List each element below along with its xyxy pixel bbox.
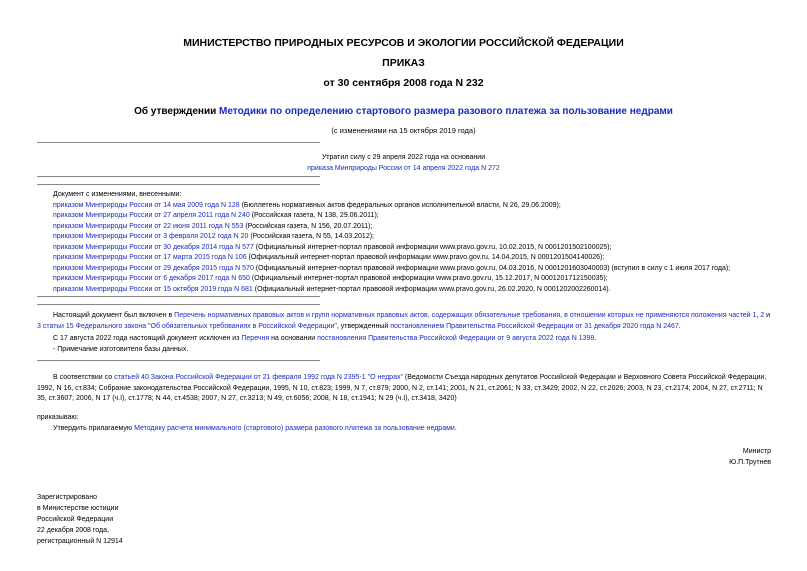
history-item-text: (Российская газета, N 138, 29.06.2011);	[249, 212, 379, 219]
history-item	[53, 201, 773, 212]
signature-block	[729, 446, 771, 468]
divider	[37, 304, 320, 305]
amendments-note: (с изменениями на 15 октября 2019 года)	[331, 126, 476, 135]
subsoil-law-link[interactable]: статьей 40 Закона Российской Федерации от 21 февраля 1992 года N 2395-1 "О недрах"	[114, 374, 403, 381]
signer-name: Ю.П.Трутнев	[729, 459, 771, 466]
db-maker-note: - Примечание изготовителя базы данных.	[53, 346, 189, 353]
methodology-link[interactable]: Методику расчета минимального (стартового) размера разового платежа за пользование недрами	[134, 425, 455, 432]
ministry-name: МИНИСТЕРСТВО ПРИРОДНЫХ РЕСУРСОВ И ЭКОЛОГИИ РОССИЙСКОЙ ФЕДЕРАЦИИ	[183, 37, 624, 49]
registration-line: в Министерстве юстиции	[37, 505, 119, 512]
note-text: , утвержденный	[336, 322, 391, 330]
registration-block	[37, 492, 123, 547]
history-item	[53, 243, 773, 254]
history-item-link[interactable]: приказом Минприроды России от 22 июня 2011 года N 553	[53, 222, 244, 230]
history-item-link[interactable]: приказом Минприроды России от 15 октября 2019 года N 681	[53, 285, 253, 293]
history-item-text: (Российская газета, N 55, 14.03.2012);	[248, 233, 374, 240]
note-text: С 17 августа 2022 года настоящий документ исключен из	[53, 335, 242, 342]
history-item-text: (Бюллетень нормативных актов федеральных органов исполнительной власти, N 26, 29.06.2009);	[239, 201, 561, 209]
registration-line: 22 декабря 2008 года,	[37, 527, 109, 534]
registration-line: Зарегистрировано	[37, 494, 97, 501]
federal-law-link[interactable]: 3 статьи 15 Федерального закона "Об обязательных требованиях в Российской Федерации"	[37, 322, 337, 330]
history-item-text: (Официальный интернет-портал правовой информации www.pravo.gov.ru, 10.02.2015, N 0001201502100025);	[253, 243, 612, 251]
history-item-link[interactable]: приказом Минприроды России от 3 февраля 2012 года N 20	[53, 233, 249, 240]
body-text: Утвердить прилагаемую	[53, 425, 135, 432]
obligatory-list-link[interactable]: Перечень нормативных правовых актов и групп нормативных правовых актов, содержащих обязательные требования, в отношении которых не применяются положения частей 1	[174, 312, 757, 319]
history-item	[53, 222, 773, 233]
body-text: (Ведомости Съезда народных депутатов Российской Федерации и Верховного Совета Российской Федерации, 1992, N 16, ст.834; Собрание законодательства Российской Федерации, 1995, N 10, ст.823; 1999, N 7, ст.879; 2000, N 2, ст.141; 2001, N 21, ст.2061; N 33, ст.3429; 2002, N 22, ст.2026; 2003, N 23, ст.2174; 2004, N 27, ст.2711; N 35, ст.3607; 2006, N 17 (ч.I), ст.1778; N 44, ст.4538; 2007, N 27, ст.3213; N 49, ст.6056; 2008, N 18, ст.1941; N 29 (ч.I), ст.3418, 3420)	[37, 374, 767, 402]
registration-line: регистрационный N 12914	[37, 538, 123, 545]
repeal-link-line	[0, 164, 807, 175]
divider	[37, 296, 320, 297]
history-item	[53, 285, 773, 296]
history-item-text: (Российская газета, N 156, 20.07.2011);	[243, 222, 373, 230]
history-item-text: (Официальный интернет-портал правовой информации www.pravo.gov.ru, 04.03.2016, N 0001201603040003) (вступил в силу с 1 июля 2017 года);	[253, 264, 731, 272]
part-2-link[interactable]: 2	[760, 312, 765, 319]
divider	[37, 360, 320, 361]
history-item-link[interactable]: приказом Минприроды России от 14 мая 2009 года N 128	[53, 201, 240, 209]
note-text: Настоящий документ был включен в	[53, 312, 175, 319]
history-item-text: (Официальный интернет-портал правовой информации www.pravo.gov.ru, 14.04.2015, N 0001201504140026);	[246, 254, 605, 261]
history-item	[53, 253, 773, 264]
history-item	[53, 232, 773, 243]
doc-type: ПРИКАЗ	[382, 57, 425, 69]
divider	[37, 176, 320, 177]
history-item-link[interactable]: приказом Минприроды России от 30 декабря 2014 года N 577	[53, 243, 254, 251]
history-item-text: (Официальный интернет-портал правовой информации www.pravo.gov.ru, 26.02.2020, N 0001202002260014).	[252, 285, 611, 293]
history-item	[53, 264, 773, 275]
change-history	[53, 190, 773, 295]
doc-title-prefix: Об утверждении	[134, 106, 220, 117]
registration-line: Российской Федерации	[37, 516, 114, 523]
divider	[37, 142, 320, 143]
history-item-link[interactable]: приказом Минприроды России от 17 марта 2015 года N 106	[53, 254, 247, 261]
approve-paragraph	[37, 424, 772, 435]
signer-role: Министр	[742, 448, 771, 455]
history-item	[53, 211, 773, 222]
body-text: .	[454, 425, 457, 432]
note-text: .	[678, 322, 681, 330]
doc-title	[0, 106, 807, 117]
history-item-link[interactable]: приказом Минприроды России от 27 апреля 2011 года N 240	[53, 212, 250, 219]
legal-basis-paragraph	[37, 373, 772, 405]
exclusion-note	[37, 311, 772, 332]
divider	[37, 184, 320, 185]
note-text: ,	[756, 312, 761, 319]
history-heading: Документ с изменениями, внесенными:	[53, 191, 182, 198]
repeal-line: Утратил силу с 29 апреля 2022 года на основании	[321, 154, 486, 161]
note-text: на основании	[269, 335, 318, 342]
history-item-text: (Официальный интернет-портал правовой информации www.pravo.gov.ru, 15.12.2017, N 0001201712150035);	[249, 275, 608, 282]
order-word: приказываю:	[37, 414, 79, 421]
repeal-order-link[interactable]: приказа Минприроды России от 14 апреля 2022 года N 272	[307, 165, 500, 172]
history-item-link[interactable]: приказом Минприроды России от 6 декабря 2017 года N 650	[53, 275, 250, 282]
government-decree-link[interactable]: постановлением Правительства Российской Федерации от 31 декабря 2020 года N 2467	[390, 322, 679, 330]
body-text: В соответствии со	[53, 374, 115, 381]
history-item	[53, 274, 773, 285]
doc-date-number: от 30 сентября 2008 года N 232	[323, 77, 484, 89]
note-text: .	[594, 335, 597, 342]
list-link[interactable]: Перечня	[241, 335, 270, 342]
doc-title-link[interactable]: Методики по определению стартового размера разового платежа за пользование недрами	[219, 106, 673, 117]
decree-1398-link[interactable]: постановления Правительства Российской Федерации от 9 августа 2022 года N 1398	[317, 335, 595, 342]
exclusion-note-2	[37, 334, 772, 345]
history-item-link[interactable]: приказом Минприроды России от 29 декабря 2015 года N 570	[53, 264, 254, 272]
note-text: и	[764, 312, 771, 319]
